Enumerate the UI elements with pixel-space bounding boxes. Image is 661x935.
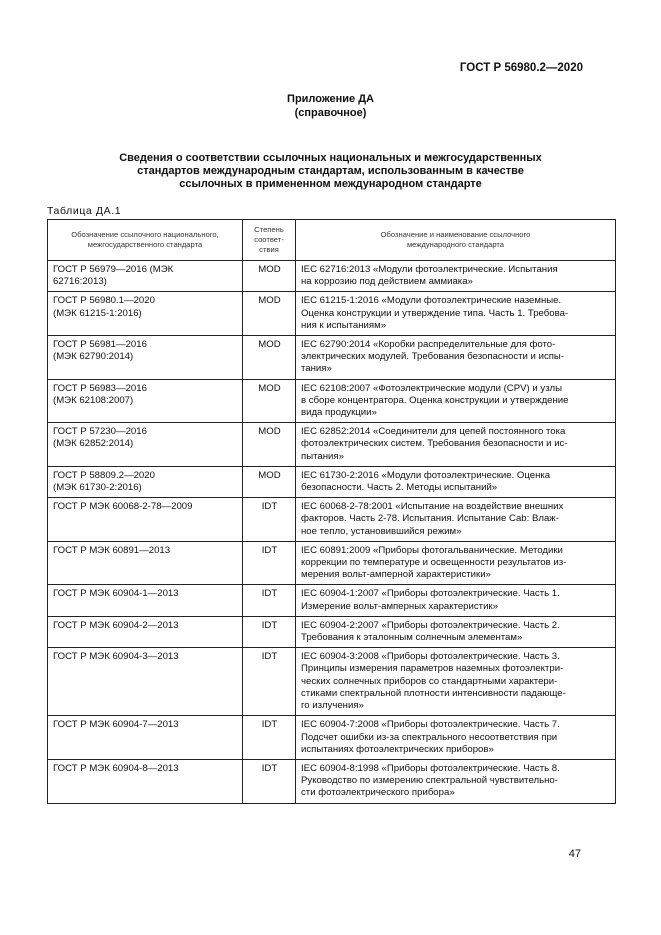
annex-subtitle: (справочное) bbox=[294, 107, 367, 119]
cell-national-standard bbox=[48, 716, 243, 760]
cell-national-standard bbox=[48, 648, 243, 716]
international-standard-line: ческих солнечных приборов со стандартными характери- bbox=[301, 675, 558, 687]
international-standard-line: IEC 60068-2-78:2001 «Испытание на воздействие внешних bbox=[301, 501, 564, 513]
table-row bbox=[48, 261, 616, 292]
national-standard-line: (МЭК 62852:2014) bbox=[53, 438, 134, 450]
international-standard-line: Руководство по измерению спектральной чувствительно- bbox=[301, 775, 558, 787]
international-standard-line: Подсчет ошибки из-за спектрального несоответствия при bbox=[301, 731, 558, 743]
international-standard-line: безопасности. Часть 2. Методы испытаний» bbox=[301, 482, 498, 494]
document-title-line-2: стандартов международным стандартам, использованным в качестве bbox=[137, 165, 524, 177]
table-caption: Таблица ДА.1 bbox=[47, 205, 122, 217]
table-row bbox=[48, 716, 616, 760]
cell-national-standard bbox=[48, 466, 243, 497]
cell-national-standard bbox=[48, 261, 243, 292]
international-standard-line: IEC 62790:2014 «Коробки распределительные для фото- bbox=[301, 339, 556, 351]
cell-international-standard bbox=[296, 379, 616, 423]
table-row bbox=[48, 541, 616, 585]
annex-title-line: Приложение ДА bbox=[287, 93, 374, 105]
international-standard-line: IEC 60904-3:2008 «Приборы фотоэлектрические. Часть 3. bbox=[301, 651, 560, 663]
cell-national-standard bbox=[48, 498, 243, 542]
national-standard-line: ГОСТ Р МЭК 60904-8—2013 bbox=[53, 762, 179, 774]
international-standard-line: ное тепло, установившийся режим» bbox=[301, 525, 462, 537]
national-standard-line: ГОСТ Р 58809.2—2020 bbox=[53, 469, 155, 481]
national-standard-line: ГОСТ Р 57230—2016 bbox=[53, 426, 147, 438]
table-header-row bbox=[48, 220, 616, 261]
international-standard-line: IEC 60904-2:2007 «Приборы фотоэлектрические. Часть 2. bbox=[301, 619, 560, 631]
table-row bbox=[48, 648, 616, 716]
international-standard-line: фотоэлектрических систем. Требования безопасности и ис- bbox=[301, 438, 568, 450]
header-degree-line-3: ствия bbox=[259, 245, 279, 254]
international-standard-line: IEC 60891:2009 «Приборы фотогальванические. Методики bbox=[301, 544, 563, 556]
international-standard-line: вида продукции» bbox=[301, 407, 377, 419]
national-standard-line: (МЭК 62790:2014) bbox=[53, 351, 134, 363]
table-row bbox=[48, 336, 616, 380]
cell-international-standard bbox=[296, 292, 616, 336]
table-row bbox=[48, 616, 616, 647]
international-standard-line: IEC 62716:2013 «Модули фотоэлектрические. Испытания bbox=[301, 264, 558, 275]
cell-degree: IDT bbox=[243, 759, 296, 803]
cell-international-standard bbox=[296, 585, 616, 616]
cell-international-standard bbox=[296, 498, 616, 542]
header-international-standard bbox=[296, 220, 616, 261]
table-row bbox=[48, 498, 616, 542]
table-row bbox=[48, 423, 616, 467]
international-standard-line: коррекции по температуре и освещенности результатов из- bbox=[301, 557, 567, 569]
international-standard-line: Принципы измерения параметров наземных фотоэлектри- bbox=[301, 663, 564, 675]
cell-international-standard bbox=[296, 466, 616, 497]
header-degree-line-1: Степень bbox=[254, 225, 284, 234]
international-standard-line: пытания» bbox=[301, 450, 344, 462]
cell-national-standard bbox=[48, 336, 243, 380]
cell-degree: MOD bbox=[243, 423, 296, 467]
national-standard-line: 62716:2013) bbox=[53, 276, 107, 288]
cell-degree: IDT bbox=[243, 498, 296, 542]
table-row bbox=[48, 466, 616, 497]
international-standard-line: ния к испытаниям» bbox=[301, 319, 387, 331]
cell-national-standard bbox=[48, 292, 243, 336]
cell-national-standard bbox=[48, 379, 243, 423]
national-standard-line: ГОСТ Р МЭК 60891—2013 bbox=[53, 544, 171, 556]
header-national-line-1: Обозначение ссылочного национального, bbox=[71, 230, 219, 239]
cell-degree: IDT bbox=[243, 716, 296, 760]
table-row bbox=[48, 379, 616, 423]
cell-national-standard bbox=[48, 585, 243, 616]
national-standard-line: ГОСТ Р МЭК 60904-2—2013 bbox=[53, 619, 179, 631]
cell-international-standard bbox=[296, 423, 616, 467]
national-standard-line: ГОСТ Р 56979—2016 (МЭК bbox=[53, 264, 174, 275]
national-standard-line: ГОСТ Р 56981—2016 bbox=[53, 339, 147, 351]
table-row bbox=[48, 292, 616, 336]
cell-degree: IDT bbox=[243, 585, 296, 616]
cell-international-standard bbox=[296, 541, 616, 585]
cell-international-standard bbox=[296, 336, 616, 380]
cell-degree: IDT bbox=[243, 648, 296, 716]
document-title bbox=[90, 152, 571, 191]
cell-national-standard bbox=[48, 423, 243, 467]
international-standard-line: IEC 60904-7:2008 «Приборы фотоэлектрические. Часть 7. bbox=[301, 719, 560, 731]
international-standard-line: на коррозию под действием аммиака» bbox=[301, 276, 473, 288]
page-number: 47 bbox=[568, 848, 581, 860]
international-standard-line: IEC 60904-8:1998 «Приборы фотоэлектрические. Часть 8. bbox=[301, 762, 560, 774]
header-international-line-1: Обозначение и наименование ссылочного bbox=[380, 230, 531, 239]
cell-national-standard bbox=[48, 616, 243, 647]
cell-degree: MOD bbox=[243, 261, 296, 292]
international-standard-line: Требования к эталонным солнечным элементам» bbox=[301, 632, 523, 644]
page-header-standard-code: ГОСТ Р 56980.2—2020 bbox=[459, 62, 583, 74]
national-standard-line: ГОСТ Р МЭК 60904-3—2013 bbox=[53, 651, 179, 663]
cell-international-standard bbox=[296, 648, 616, 716]
table-header bbox=[48, 220, 616, 261]
cell-international-standard bbox=[296, 616, 616, 647]
cell-degree: MOD bbox=[243, 336, 296, 380]
cell-degree: IDT bbox=[243, 616, 296, 647]
international-standard-line: IEC 62852:2014 «Соединители для цепей постоянного тока bbox=[301, 426, 566, 438]
international-standard-line: Оценка конструкции и утверждение типа. Часть 1. Требова- bbox=[301, 307, 569, 319]
international-standard-line: IEC 62108:2007 «Фотоэлектрические модули (CPV) и узлы bbox=[301, 382, 562, 394]
international-standard-line: электрических модулей. Требования безопасности и испы- bbox=[301, 351, 565, 363]
international-standard-line: стиками спектральной плотности интенсивности падающе- bbox=[301, 687, 566, 699]
national-standard-line: (МЭК 62108:2007) bbox=[53, 394, 134, 406]
international-standard-line: факторов. Часть 2-78. Испытания. Испытание Cab: Влаж- bbox=[301, 513, 559, 525]
table-body bbox=[48, 261, 616, 804]
national-standard-line: ГОСТ Р МЭК 60904-1—2013 bbox=[53, 588, 179, 600]
cell-degree: IDT bbox=[243, 541, 296, 585]
cell-degree: MOD bbox=[243, 292, 296, 336]
cell-degree: MOD bbox=[243, 379, 296, 423]
header-degree-line-2: соответ- bbox=[254, 235, 284, 244]
header-degree bbox=[243, 220, 296, 261]
cell-international-standard bbox=[296, 261, 616, 292]
international-standard-line: IEC 61730-2:2016 «Модули фотоэлектрические. Оценка bbox=[301, 469, 551, 481]
header-national-line-2: межгосударственного стандарта bbox=[87, 240, 203, 249]
cell-international-standard bbox=[296, 716, 616, 760]
national-standard-line: ГОСТ Р МЭК 60068-2-78—2009 bbox=[53, 501, 193, 513]
international-standard-line: тания» bbox=[301, 363, 332, 375]
international-standard-line: в сборе концентратора. Оценка конструкции и утверждение bbox=[301, 394, 569, 406]
cell-national-standard bbox=[48, 759, 243, 803]
national-standard-line: ГОСТ Р 56980.1—2020 bbox=[53, 295, 155, 307]
cell-degree: MOD bbox=[243, 466, 296, 497]
national-standard-line: (МЭК 61730-2:2016) bbox=[53, 482, 142, 494]
table-row bbox=[48, 759, 616, 803]
national-standard-line: ГОСТ Р МЭК 60904-7—2013 bbox=[53, 719, 179, 731]
annex-title bbox=[0, 92, 661, 120]
header-national-standard bbox=[48, 220, 243, 261]
correspondence-table bbox=[47, 219, 616, 804]
national-standard-line: ГОСТ Р 56983—2016 bbox=[53, 382, 147, 394]
cell-national-standard bbox=[48, 541, 243, 585]
international-standard-line: испытаниях фотоэлектрических приборов» bbox=[301, 743, 494, 755]
table-row bbox=[48, 585, 616, 616]
header-international-line-2: международного стандарта bbox=[406, 240, 505, 249]
national-standard-line: (МЭК 61215-1:2016) bbox=[53, 307, 142, 319]
cell-international-standard bbox=[296, 759, 616, 803]
international-standard-line: IEC 61215-1:2016 «Модули фотоэлектрические наземные. bbox=[301, 295, 562, 307]
international-standard-line: IEC 60904-1:2007 «Приборы фотоэлектрические. Часть 1. bbox=[301, 588, 560, 600]
international-standard-line: го излучения» bbox=[301, 700, 364, 712]
document-title-line-1: Сведения о соответствии ссылочных национальных и межгосударственных bbox=[119, 152, 542, 164]
international-standard-line: сти фотоэлектрического прибора» bbox=[301, 787, 455, 799]
international-standard-line: Измерение вольт-амперных характеристик» bbox=[301, 600, 498, 612]
international-standard-line: мерения вольт-амперной характеристики» bbox=[301, 569, 491, 581]
document-title-line-3: ссылочных в примененном международном стандарте bbox=[179, 178, 482, 190]
